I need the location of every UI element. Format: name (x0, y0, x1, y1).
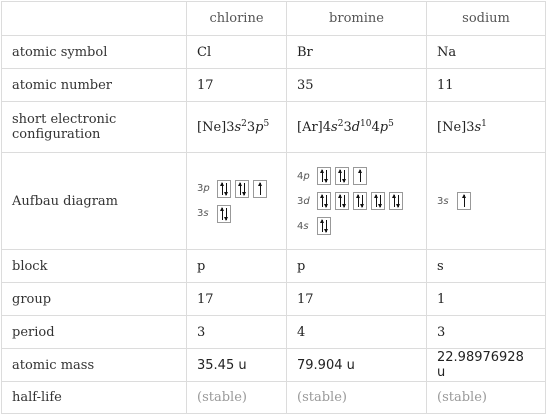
spin-down-arrow-icon (226, 183, 227, 195)
spin-up-arrow-icon (260, 183, 261, 195)
row-label-half-life: half-life (2, 382, 187, 414)
spin-down-arrow-icon (326, 220, 327, 232)
orbital-row-3d (297, 189, 416, 214)
row-label-aufbau: Aufbau diagram (2, 153, 187, 250)
orbital-box (353, 167, 367, 185)
orbital-box (317, 167, 331, 185)
orbital-label: 3s (197, 208, 209, 219)
table-row (2, 382, 546, 414)
cell-chlorine-half-life: (stable) (187, 382, 287, 414)
spin-up-arrow-icon (322, 170, 323, 182)
orbital-label: 4s (297, 220, 309, 232)
orbital-box (335, 167, 349, 185)
orbital-box (335, 192, 349, 210)
orbital-row-4s (297, 214, 416, 239)
spin-down-arrow-icon (226, 208, 227, 220)
cell-bromine-config (287, 102, 427, 153)
orbital-row-3p (197, 176, 276, 201)
orbital-box (457, 192, 471, 210)
cell-bromine-aufbau (287, 153, 427, 250)
cell-chlorine-number: 17 (187, 69, 287, 102)
spin-down-arrow-icon (380, 195, 381, 207)
spin-down-arrow-icon (362, 195, 363, 207)
orbital-box (253, 180, 267, 198)
cell-bromine-block: p (287, 250, 427, 283)
spin-down-arrow-icon (244, 183, 245, 195)
cell-sodium-half-life: (stable) (427, 382, 546, 414)
spin-up-arrow-icon (464, 195, 465, 207)
header-empty-cell (2, 2, 187, 36)
cell-bromine-period: 4 (287, 316, 427, 349)
cell-chlorine-mass: 35.45 u (187, 349, 287, 382)
spin-up-arrow-icon (322, 195, 323, 207)
table-row (2, 153, 546, 250)
orbital-label: 4p (297, 170, 310, 182)
table-row (2, 283, 546, 316)
table-row (2, 316, 546, 349)
config-bromine-text: $[Ar]4s^23d^{10}4p^5$ (297, 118, 394, 135)
row-label-group: group (2, 283, 187, 316)
spin-up-arrow-icon (358, 195, 359, 207)
spin-down-arrow-icon (326, 195, 327, 207)
cell-bromine-half-life: (stable) (287, 382, 427, 414)
orbital-box (317, 217, 331, 235)
row-label-config-line1: short electronic (12, 112, 117, 127)
header-row (2, 2, 546, 36)
cell-chlorine-group: 17 (187, 283, 287, 316)
cell-bromine-mass: 79.904 u (287, 349, 427, 382)
table-row (2, 102, 546, 153)
aufbau-diagram-bromine (297, 164, 416, 239)
cell-chlorine-block: p (187, 250, 287, 283)
cell-bromine-symbol: Br (287, 36, 427, 69)
cell-sodium-config (427, 102, 546, 153)
row-label-block: block (2, 250, 187, 283)
orbital-row-3s (437, 189, 535, 214)
row-label-atomic-mass: atomic mass (2, 349, 187, 382)
spin-down-arrow-icon (326, 170, 327, 182)
properties-table (1, 1, 546, 414)
cell-sodium-group: 1 (427, 283, 546, 316)
orbital-box (353, 192, 367, 210)
orbital-row-3s (197, 201, 276, 226)
table-row (2, 36, 546, 69)
row-label-config-line2: configuration (12, 127, 101, 142)
cell-sodium-symbol: Na (427, 36, 546, 69)
spin-up-arrow-icon (222, 183, 223, 195)
cell-chlorine-aufbau (187, 153, 287, 250)
header-sodium: sodium (427, 2, 546, 36)
spin-up-arrow-icon (322, 220, 323, 232)
config-sodium-text: $[Ne]3s^1$ (437, 118, 487, 135)
spin-up-arrow-icon (360, 170, 361, 182)
cell-bromine-number: 35 (287, 69, 427, 102)
cell-sodium-period: 3 (427, 316, 546, 349)
orbital-box (371, 192, 385, 210)
orbital-box (235, 180, 249, 198)
orbital-box (389, 192, 403, 210)
orbital-box (217, 205, 231, 223)
orbital-box (217, 180, 231, 198)
orbital-box (317, 192, 331, 210)
aufbau-diagram-sodium (437, 189, 535, 214)
cell-chlorine-config (187, 102, 287, 153)
spin-up-arrow-icon (240, 183, 241, 195)
orbital-label: 3d (297, 195, 310, 207)
cell-bromine-group: 17 (287, 283, 427, 316)
table-row (2, 250, 546, 283)
spin-up-arrow-icon (340, 195, 341, 207)
cell-sodium-mass: 22.98976928 u (427, 349, 546, 382)
table-row (2, 349, 546, 382)
spin-up-arrow-icon (394, 195, 395, 207)
row-label-atomic-symbol: atomic symbol (2, 36, 187, 69)
cell-chlorine-period: 3 (187, 316, 287, 349)
config-chlorine-text: $[Ne]3s^23p^5$ (197, 118, 270, 135)
spin-down-arrow-icon (398, 195, 399, 207)
table-row (2, 69, 546, 102)
orbital-label: 3p (197, 183, 210, 194)
row-label-period: period (2, 316, 187, 349)
spin-down-arrow-icon (344, 195, 345, 207)
row-label-atomic-number: atomic number (2, 69, 187, 102)
cell-sodium-aufbau (427, 153, 546, 250)
header-chlorine: chlorine (187, 2, 287, 36)
aufbau-diagram-chlorine (197, 176, 276, 226)
spin-up-arrow-icon (376, 195, 377, 207)
cell-sodium-block: s (427, 250, 546, 283)
orbital-row-4p (297, 164, 416, 189)
spin-down-arrow-icon (344, 170, 345, 182)
spin-up-arrow-icon (340, 170, 341, 182)
cell-sodium-number: 11 (427, 69, 546, 102)
spin-up-arrow-icon (222, 208, 223, 220)
cell-chlorine-symbol: Cl (187, 36, 287, 69)
row-label-config (2, 102, 187, 153)
header-bromine: bromine (287, 2, 427, 36)
orbital-label: 3s (437, 195, 449, 207)
